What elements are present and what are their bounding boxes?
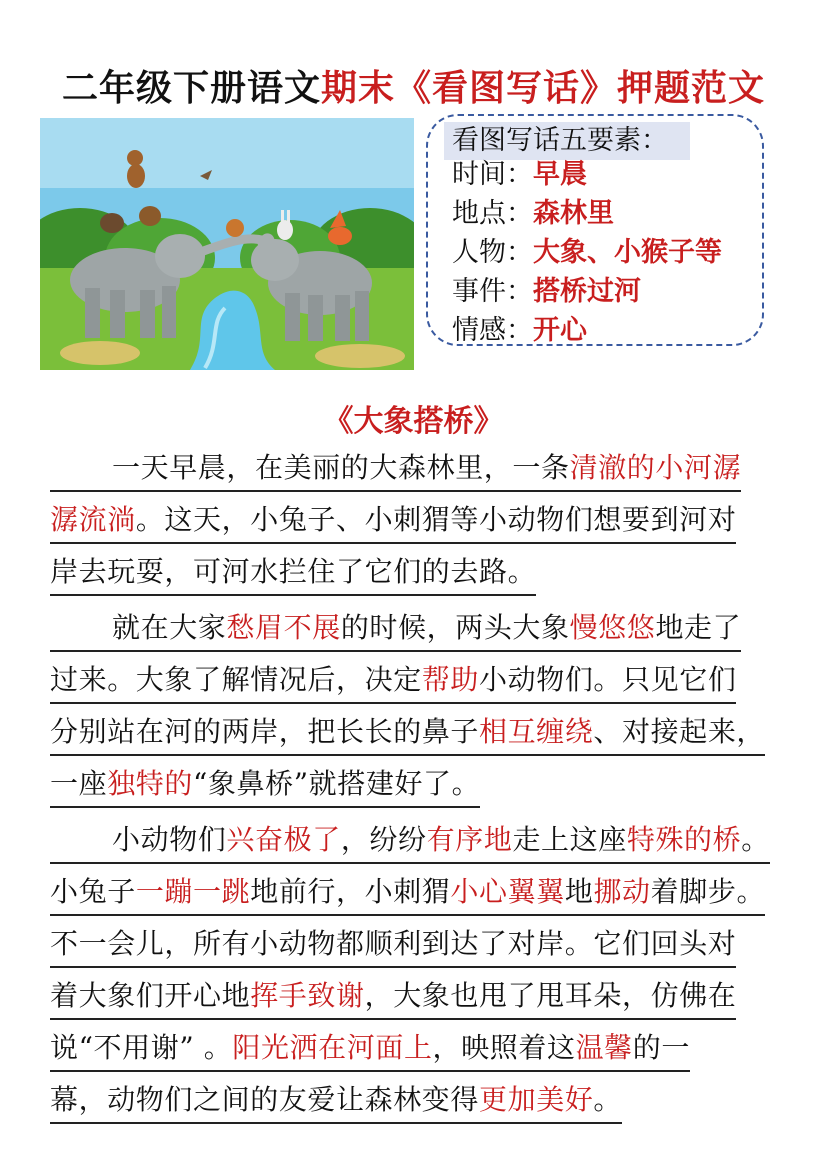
essay-line <box>50 764 480 808</box>
five-elements-heading: 看图写话五要素： <box>444 122 690 160</box>
highlight-phrase: 挪动 <box>593 875 651 908</box>
essay-text: 分别站在河的两岸，把长长的鼻子 <box>50 715 480 748</box>
highlight-phrase: 小心翼翼 <box>450 875 565 908</box>
highlight-phrase: 愁眉不展 <box>226 611 341 644</box>
essay-line <box>50 552 536 596</box>
highlight-phrase: 潺流淌 <box>50 503 136 536</box>
essay-line <box>50 712 765 756</box>
essay-line <box>50 820 770 864</box>
title-grade: 二年级下册语文 <box>61 68 321 109</box>
highlight-phrase: 相互缠绕 <box>479 715 594 748</box>
essay-text: “象鼻桥”就搭建好了。 <box>193 767 481 800</box>
essay-text: ，映照着这 <box>432 1031 576 1064</box>
element-label: 事件： <box>452 276 533 307</box>
essay-text: 小兔子 <box>50 875 136 908</box>
element-value: 大象、小猴子等 <box>533 237 722 268</box>
page-title <box>0 60 827 111</box>
element-value: 开心 <box>533 315 587 346</box>
essay-text: 的时候，两头大象 <box>340 611 570 644</box>
essay-text: 。 <box>741 823 770 856</box>
essay-line <box>50 1080 622 1124</box>
element-row-event <box>452 273 641 311</box>
essay-line <box>50 448 741 492</box>
highlight-phrase: 兴奋极了 <box>226 823 341 856</box>
essay-text: 一座 <box>50 767 108 800</box>
title-topic: 期末《看图写话》押题范文 <box>321 68 766 109</box>
essay-text: 小动物们 <box>112 823 227 856</box>
essay-line <box>50 660 736 704</box>
essay-text: 就在大家 <box>112 611 227 644</box>
highlight-phrase: 特殊的桥 <box>626 823 742 856</box>
element-row-time <box>452 156 587 194</box>
essay-text: 着脚步。 <box>650 875 766 908</box>
essay-text: 说“不用谢” 。 <box>50 1031 233 1064</box>
essay-text: 地 <box>564 875 594 908</box>
essay-text: 不一会儿，所有小动物都顺利到达了对岸。它们回头对 <box>50 927 737 960</box>
essay-line <box>50 924 736 968</box>
highlight-phrase: 更加美好 <box>479 1083 594 1116</box>
element-value: 早晨 <box>533 159 587 190</box>
essay-text: 过来。大象了解情况后，决定 <box>50 663 422 696</box>
element-label: 地点： <box>452 198 533 229</box>
highlight-phrase: 挥手致谢 <box>250 979 365 1012</box>
element-label: 人物： <box>452 237 533 268</box>
essay-text: 的一 <box>632 1031 690 1064</box>
highlight-phrase: 慢悠悠 <box>569 611 656 644</box>
essay-line <box>50 608 741 652</box>
essay-text: ，纷纷 <box>340 823 427 856</box>
highlight-phrase: 清澈的小河潺 <box>569 451 742 484</box>
element-row-emotion <box>452 312 587 350</box>
element-label: 情感： <box>452 315 533 346</box>
highlight-phrase: 温馨 <box>575 1031 633 1064</box>
highlight-phrase: 阳光洒在河面上 <box>232 1031 433 1064</box>
element-label: 时间： <box>452 159 533 190</box>
element-row-characters <box>452 234 722 272</box>
highlight-phrase: 帮助 <box>421 663 480 696</box>
essay-line <box>50 976 736 1020</box>
element-value: 森林里 <box>533 198 614 229</box>
essay-text: 一天早晨，在美丽的大森林里，一条 <box>112 451 570 484</box>
element-row-place <box>452 195 614 233</box>
essay-text: 、对接起来， <box>593 715 766 748</box>
essay-text: ，大象也甩了甩耳朵，仿佛在 <box>364 979 737 1012</box>
essay-text: 走上这座 <box>512 823 627 856</box>
essay-text: 地前行，小刺猬 <box>250 875 451 908</box>
element-value: 搭桥过河 <box>533 276 641 307</box>
highlight-phrase: 一蹦一跳 <box>135 875 251 908</box>
essay-text: 小动物们。只见它们 <box>479 663 737 696</box>
essay-text: 幕，动物们之间的友爱让森林变得 <box>50 1083 480 1116</box>
essay-title: 《大象搭桥》 <box>323 404 504 439</box>
highlight-phrase: 有序地 <box>426 823 513 856</box>
essay-text: 。 <box>593 1083 623 1116</box>
highlight-phrase: 独特的 <box>107 767 194 800</box>
essay-line <box>50 500 736 544</box>
essay-text: 岸去玩耍，可河水拦住了它们的去路。 <box>50 555 537 588</box>
essay-line <box>50 1028 690 1072</box>
essay-text: 。这天，小兔子、小刺猬等小动物们想要到河对 <box>135 503 737 536</box>
story-illustration <box>40 118 414 370</box>
essay-text: 着大象们开心地 <box>50 979 251 1012</box>
essay-text: 地走了 <box>655 611 742 644</box>
essay-line <box>50 872 765 916</box>
